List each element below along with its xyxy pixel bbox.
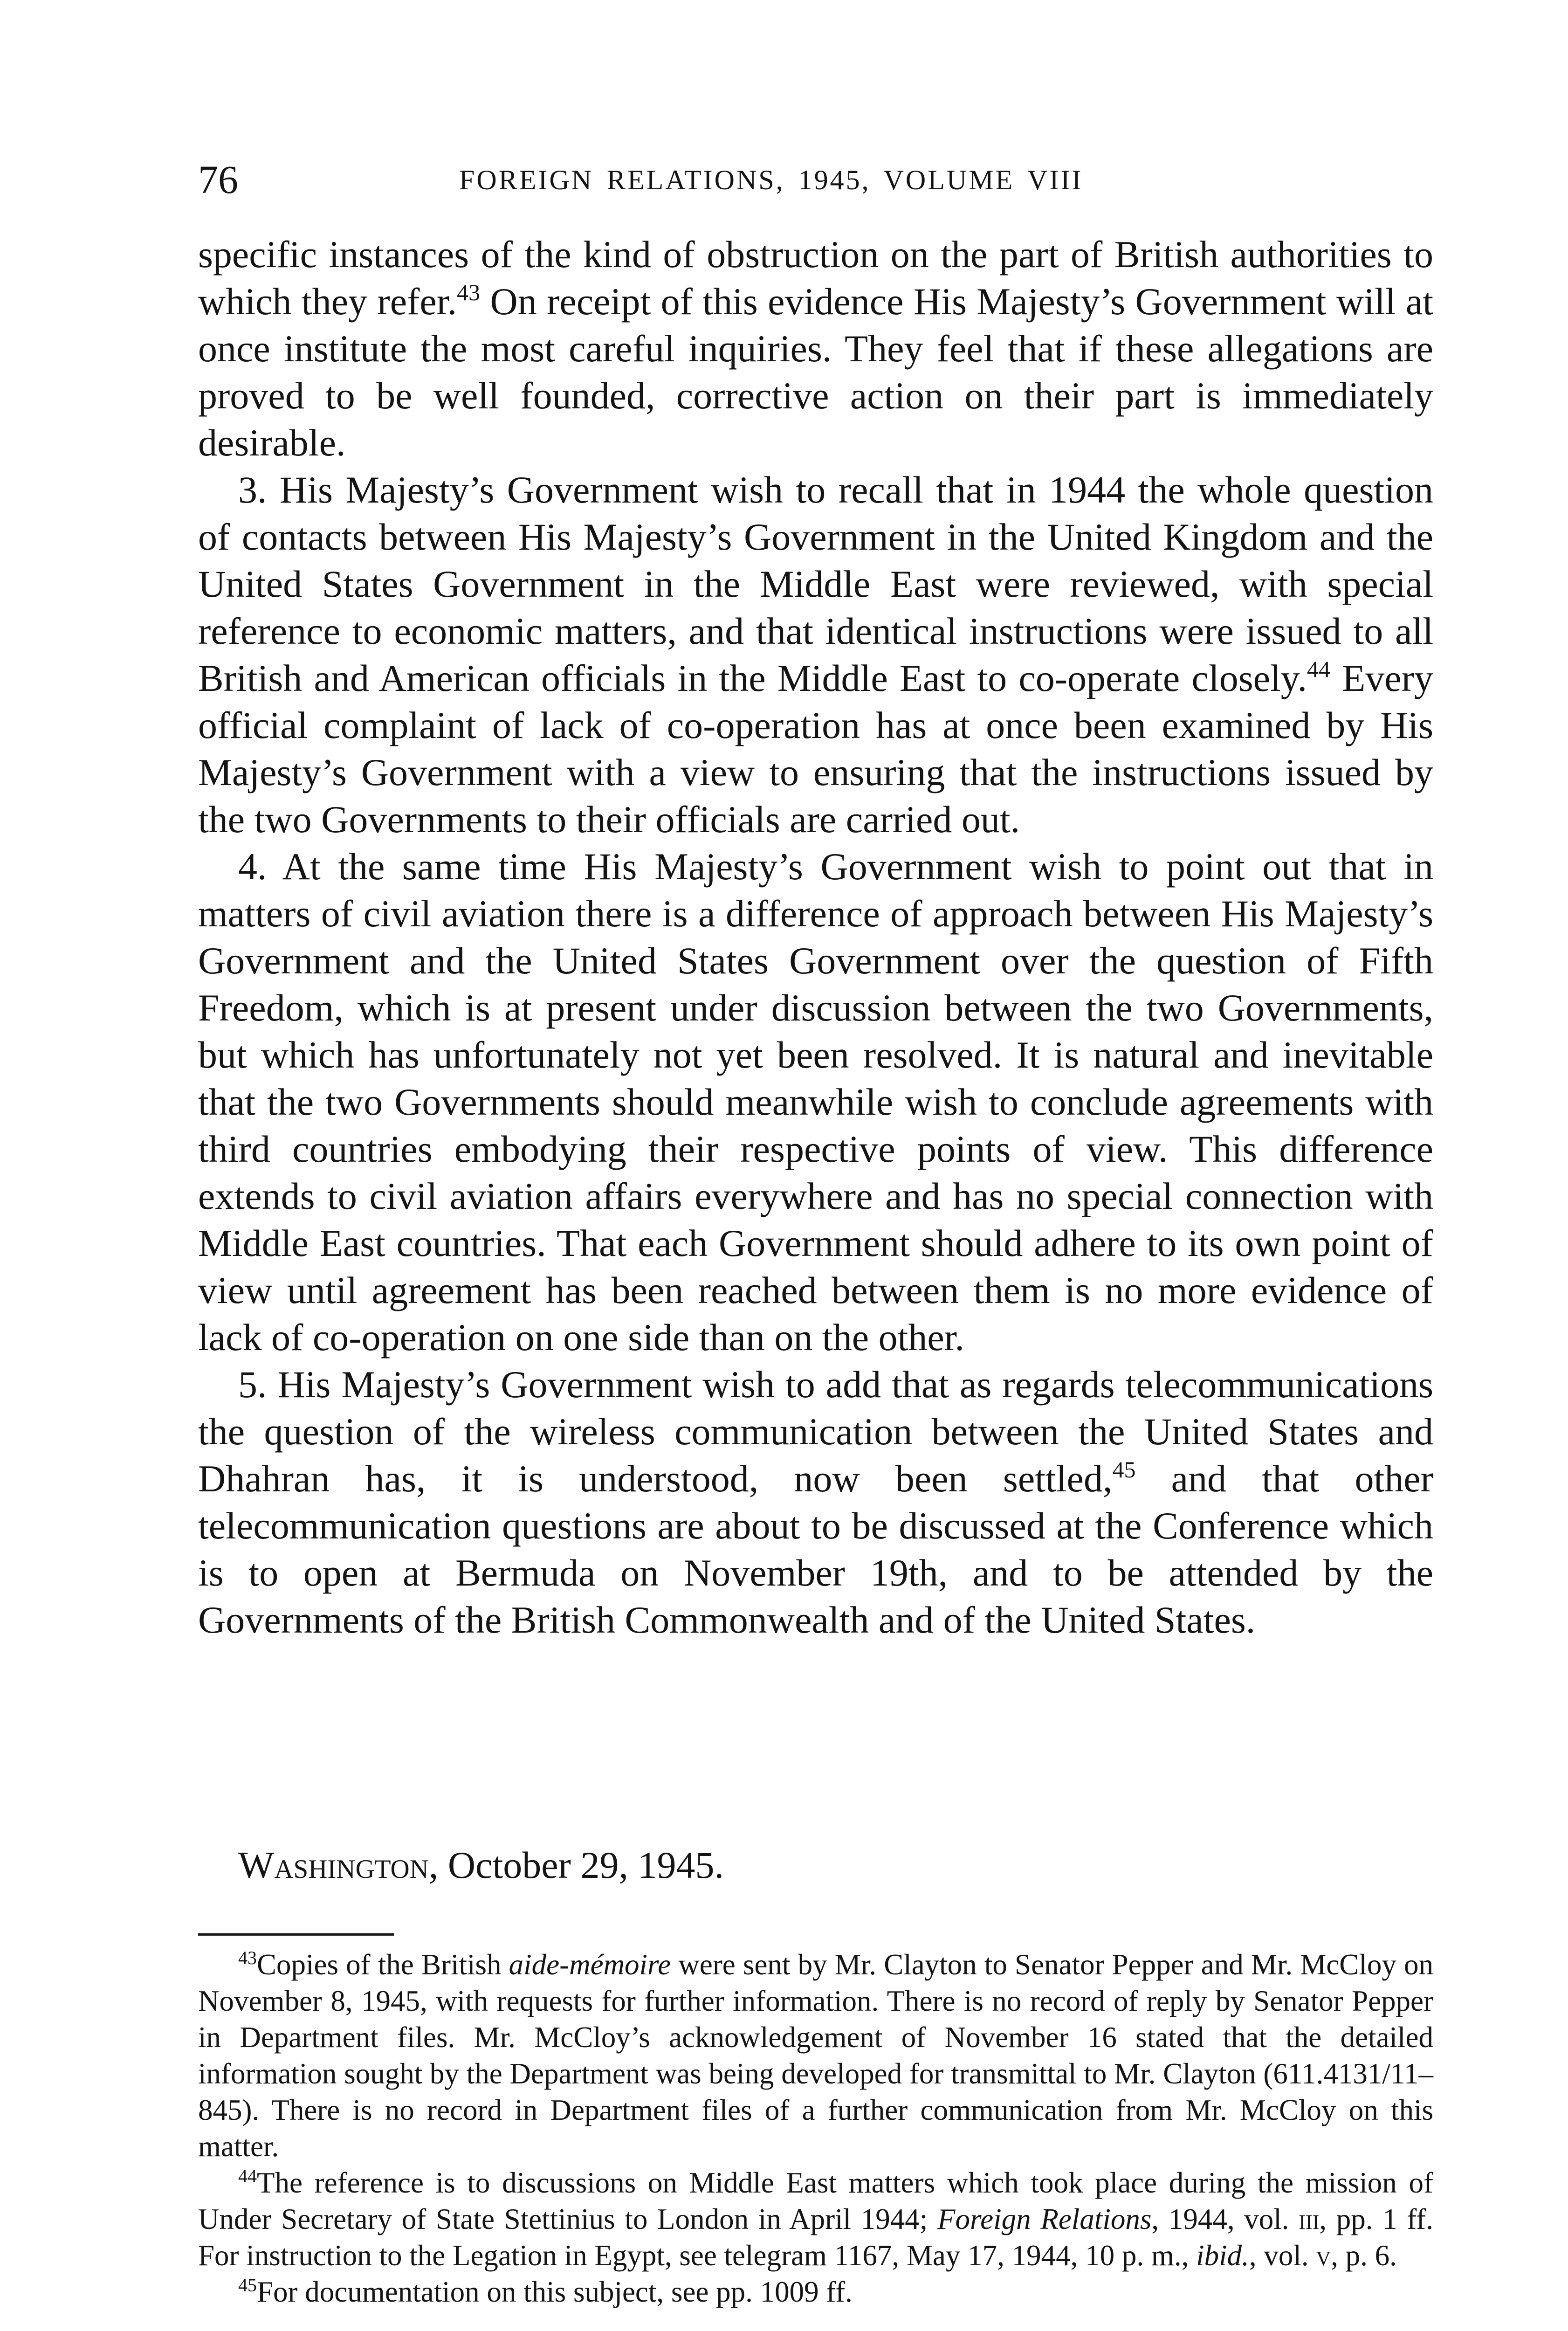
body-text [198, 231, 1433, 1643]
footnote-45 [198, 2274, 1433, 2310]
footnote-volume-number: v [1316, 2239, 1331, 2272]
footnote-43 [198, 1946, 1433, 2165]
paragraph-4 [198, 843, 1433, 1361]
signoff-line [238, 1841, 724, 1889]
page-header [198, 154, 1433, 205]
footnote-ref-45: 45 [1112, 1456, 1136, 1483]
paragraph-text: and that other telecommunication questions are about to be discussed at the Conference which is to open at Bermuda on November 19th, and to be attended by the Governments of the British Commonwealth and of the United States. [198, 1457, 1433, 1641]
paragraph-number: 5. [238, 1363, 267, 1406]
running-head: FOREIGN RELATIONS, 1945, VOLUME VIII [459, 165, 1083, 195]
paragraph-number: 3. [238, 469, 267, 511]
footnote-ref-44: 44 [1307, 656, 1330, 682]
paragraph-number: 4. [238, 845, 267, 888]
footnote-text: The reference is to discussions on Middle East matters which took place during the mission of Under Secretary of State Stettinius to London in April 1944; [198, 2166, 1433, 2235]
footnote-ref-43: 43 [457, 279, 481, 305]
footnote-divider [198, 1933, 394, 1936]
footnote-text: , 1944, vol. [1151, 2203, 1299, 2235]
paragraph-text: specific instances of the kind of obstruction on the part of British authorities to which they refer. [198, 233, 1433, 323]
footnote-italic-text: Foreign Relations [937, 2203, 1152, 2235]
paragraph-text: At the same time His Majesty’s Government wish to point out that in matters of civil aviation there is a difference of approach between His Majesty’s Government and the United States Government over the question of Fifth Freedom, which is at present under discussion between the two Governments, but which has unfortunately not yet been resolved. It is natural and inevitable that the two Governments should meanwhile wish to conclude agreements with third countries embodying their respective points of view. This difference extends to civil aviation affairs everywhere and has no special connection with Middle East countries. That each Government should adhere to its own point of view until agreement has been reached between them is no more evidence of lack of co-operation on one side than on the other. [198, 845, 1433, 1359]
paragraph-text: On receipt of this evidence His Majesty’s Government will at once institute the most careful inquiries. They feel that if these allegations are proved to be well founded, corrective action on their part is immediately desirable. [198, 280, 1433, 464]
footnote-text: Copies of the British [257, 1948, 509, 1981]
footnote-mark: 43 [238, 1947, 257, 1968]
footnotes [198, 1946, 1433, 2310]
paragraph-3 [198, 466, 1433, 843]
footnote-44 [198, 2165, 1433, 2274]
footnote-text: , pp. 1 ff. For instruction to the Legation in Egypt, see telegram 1167, May 17, 1944, 10 p. m., [198, 2203, 1433, 2272]
paragraph-text: His Majesty’s Government wish to recall that in 1944 the whole question of contacts between His Majesty’s Government in the United Kingdom and the United States Government in the Middle East were reviewed, with special reference to economic matters, and that identical instructions were issued to all British and American officials in the Middle East to co-operate closely. [198, 469, 1433, 699]
footnote-volume-number: iii [1299, 2203, 1320, 2235]
footnote-text: , vol. [1249, 2239, 1316, 2272]
footnote-italic-text: aide-mémoire [509, 1948, 671, 1981]
footnote-mark: 44 [238, 2165, 257, 2186]
paragraph-2-continuation [198, 231, 1433, 466]
signoff-place: Washington [238, 1844, 429, 1886]
footnote-italic-text: ibid. [1196, 2239, 1249, 2272]
paragraph-text: His Majesty’s Government wish to add that as regards telecommunications the question of the wireless communication between the United States and Dhahran has, it is understood, now been settled, [198, 1363, 1433, 1500]
paragraph-5 [198, 1361, 1433, 1643]
footnote-text: were sent by Mr. Clayton to Senator Pepper and Mr. McCloy on November 8, 1945, with requests for further information. There is no record of reply by Senator Pepper in Department files. Mr. McCloy’s acknowledgement of November 16 stated that the detailed information sought by the Department was being developed for transmittal to Mr. Clayton (611.4131/11–845). There is no record in Department files of a further communication from Mr. McCloy on this matter. [198, 1948, 1433, 2163]
page-number: 76 [198, 157, 238, 202]
signoff-date: , October 29, 1945. [428, 1844, 724, 1886]
footnote-text: , p. 6. [1331, 2239, 1397, 2272]
footnote-text: For documentation on this subject, see pp. 1009 ff. [257, 2276, 853, 2308]
footnote-mark: 45 [238, 2275, 257, 2296]
paragraph-text: Every official complaint of lack of co-operation has at once been examined by His Majesty’s Government with a view to ensuring that the instructions issued by the two Governments to their officials are carried out. [198, 657, 1433, 841]
